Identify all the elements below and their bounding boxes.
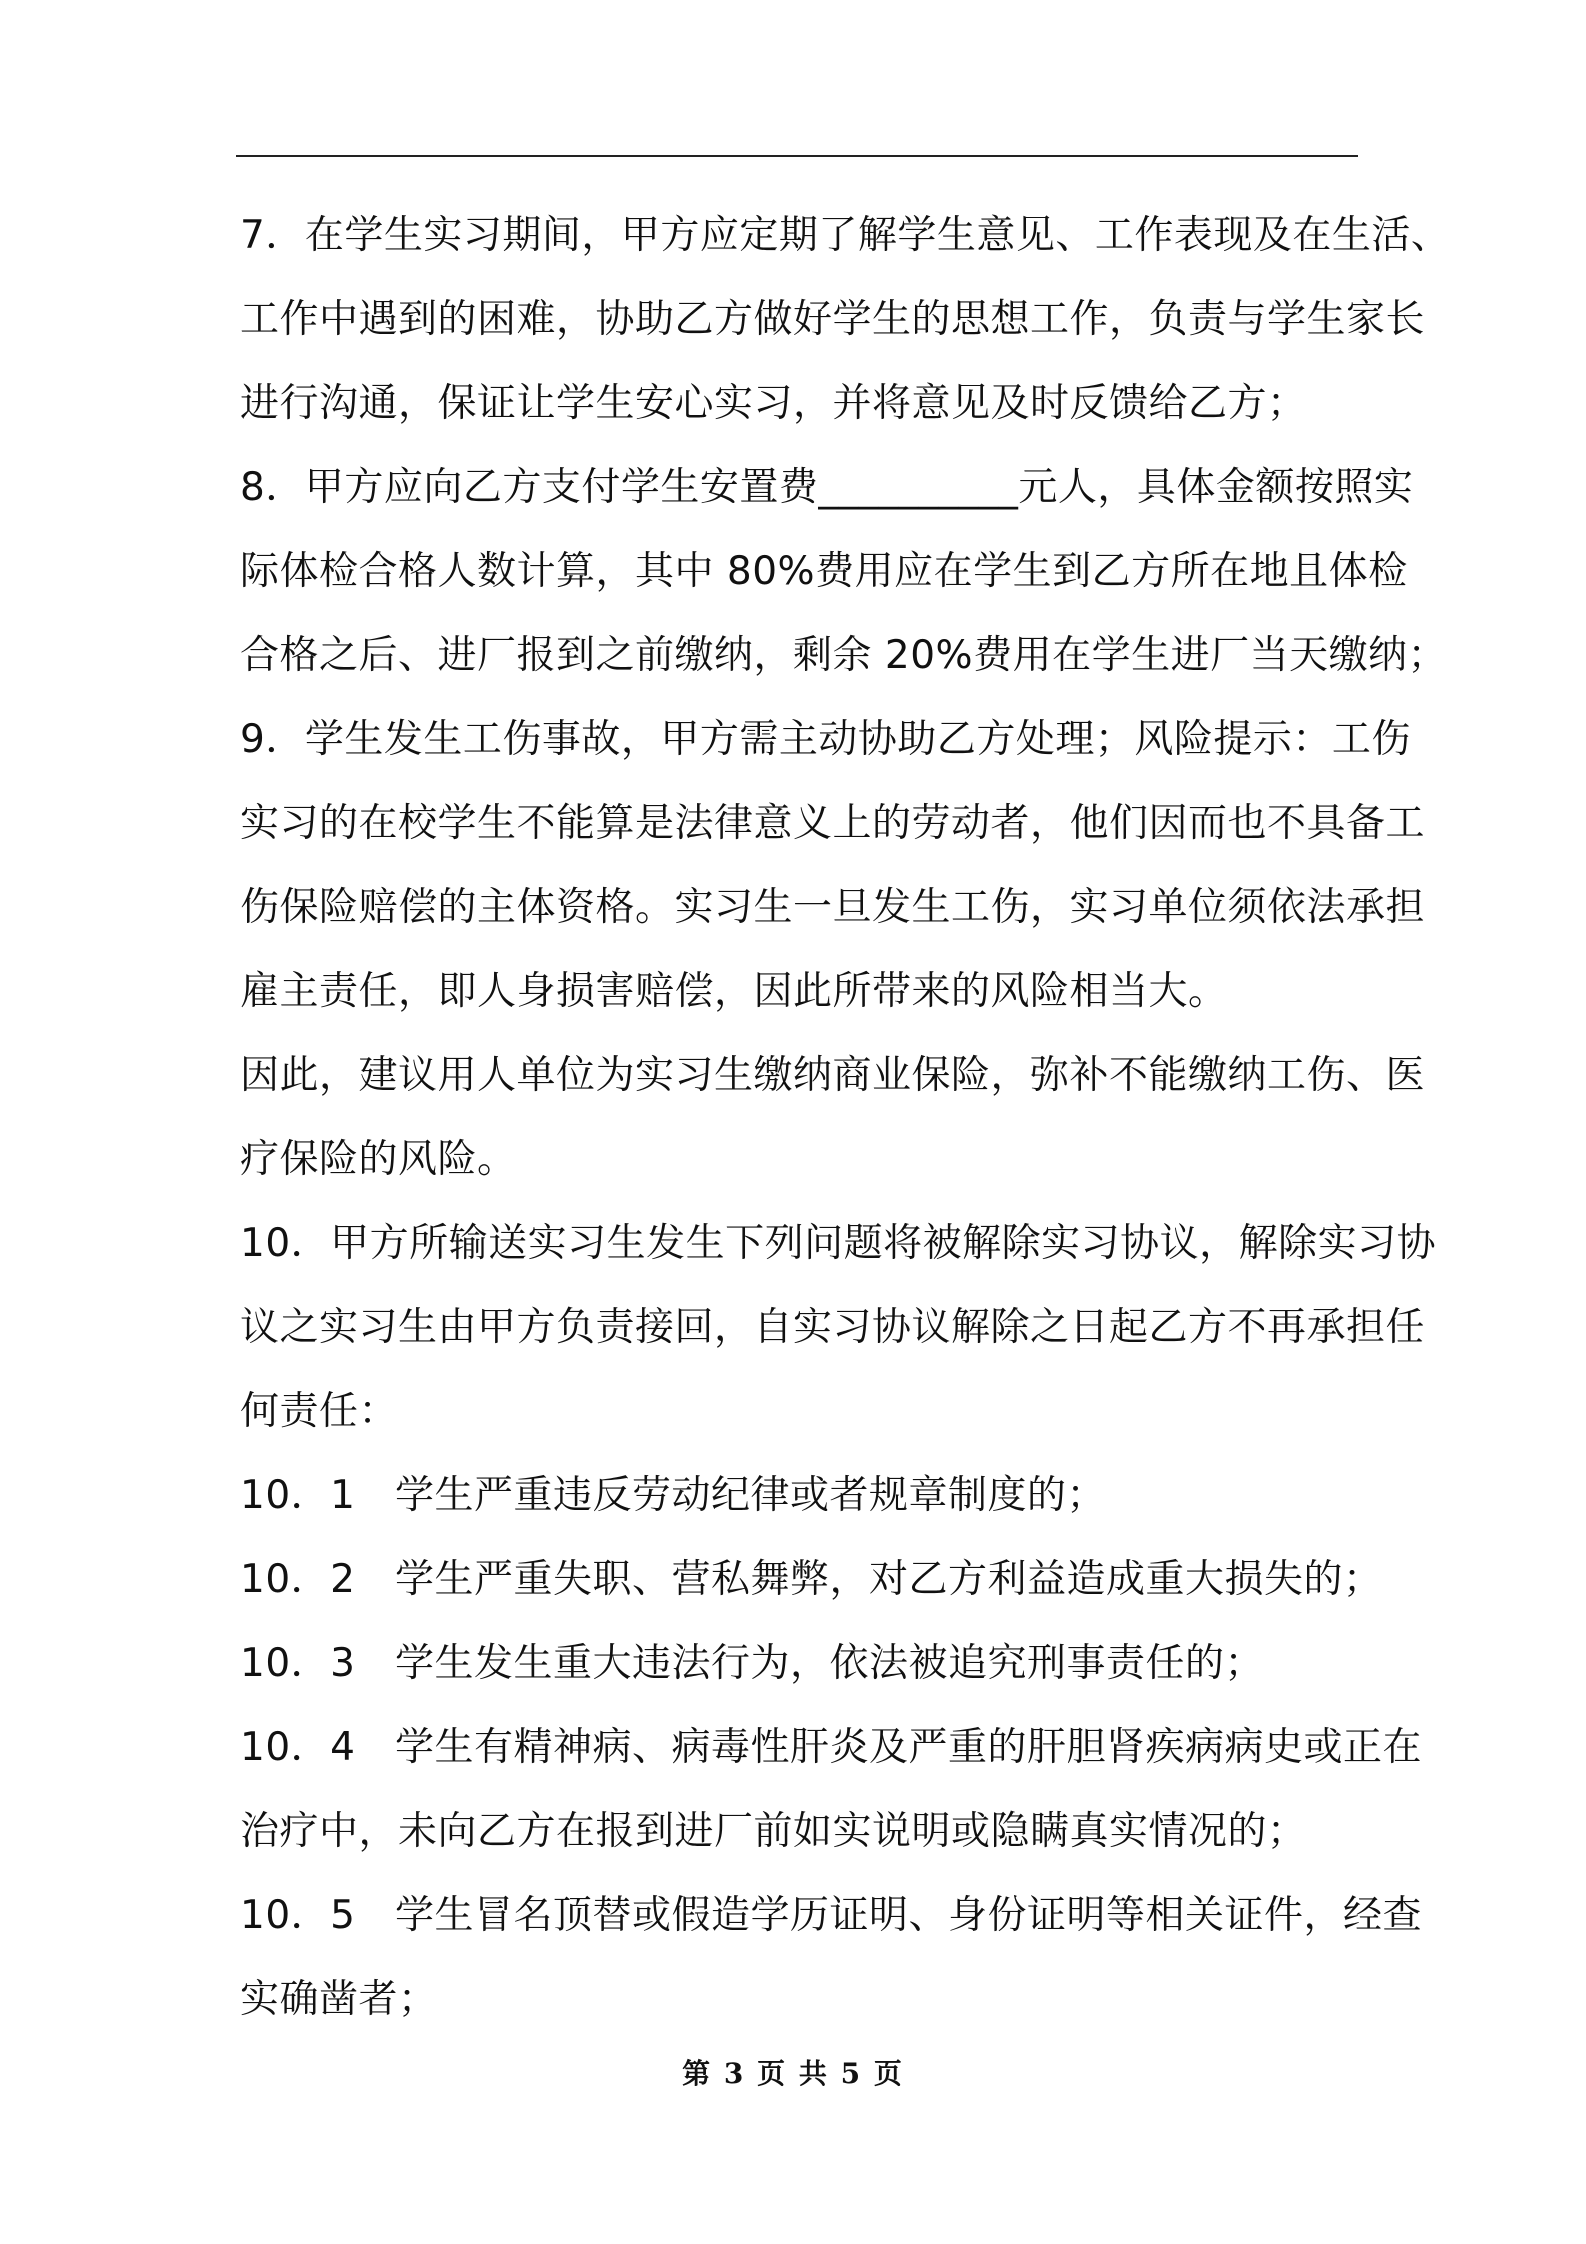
header-rule: [236, 155, 1358, 157]
text-line: 因此，建议用人单位为实习生缴纳商业保险，弥补不能缴纳工伤、医: [240, 1053, 1426, 1098]
text-line: 雇主责任，即人身损害赔偿，因此所带来的风险相当大。: [240, 969, 1228, 1014]
text-line: 际体检合格人数计算，其中 80%费用应在学生到乙方所在地且体检: [240, 549, 1408, 594]
text-line: 8．甲方应向乙方支付学生安置费__________元人，具体金额按照实: [240, 465, 1414, 510]
text-line: 何责任：: [240, 1389, 399, 1434]
text-line: 治疗中，未向乙方在报到进厂前如实说明或隐瞒真实情况的；: [240, 1809, 1307, 1854]
text-line: 10．4 学生有精神病、病毒性肝炎及严重的肝胆肾疾病病史或正在: [240, 1725, 1422, 1770]
text-line: 疗保险的风险。: [240, 1137, 517, 1182]
document-body: [240, 194, 1451, 2042]
text-line: 10．甲方所输送实习生发生下列问题将被解除实习协议，解除实习协: [240, 1221, 1437, 1266]
text-line: 9．学生发生工伤事故，甲方需主动协助乙方处理；风险提示：工伤: [240, 717, 1411, 762]
text-line: 10．1 学生严重违反劳动纪律或者规章制度的；: [240, 1473, 1106, 1518]
text-line: 10．2 学生严重失职、营私舞弊，对乙方利益造成重大损失的；: [240, 1557, 1383, 1602]
text-line: 工作中遇到的困难，协助乙方做好学生的思想工作，负责与学生家长: [240, 297, 1426, 342]
text-line: 实确凿者；: [240, 1977, 438, 2022]
text-line: 合格之后、进厂报到之前缴纳，剩余 20%费用在学生进厂当天缴纳；: [240, 633, 1448, 678]
text-line: 7．在学生实习期间，甲方应定期了解学生意见、工作表现及在生活、: [240, 213, 1451, 258]
text-line: 10．3 学生发生重大违法行为，依法被追究刑事责任的；: [240, 1641, 1264, 1686]
text-line: 10．5 学生冒名顶替或假造学历证明、身份证明等相关证件，经查: [240, 1893, 1422, 1938]
text-line: 伤保险赔偿的主体资格。实习生一旦发生工伤，实习单位须依法承担: [240, 885, 1426, 930]
text-line: 实习的在校学生不能算是法律意义上的劳动者，他们因而也不具备工: [240, 801, 1426, 846]
text-line: 议之实习生由甲方负责接回，自实习协议解除之日起乙方不再承担任: [240, 1305, 1426, 1350]
text-line: 进行沟通，保证让学生安心实习，并将意见及时反馈给乙方；: [240, 381, 1307, 426]
page-number-footer: 第 3 页 共 5 页: [682, 2057, 904, 2090]
